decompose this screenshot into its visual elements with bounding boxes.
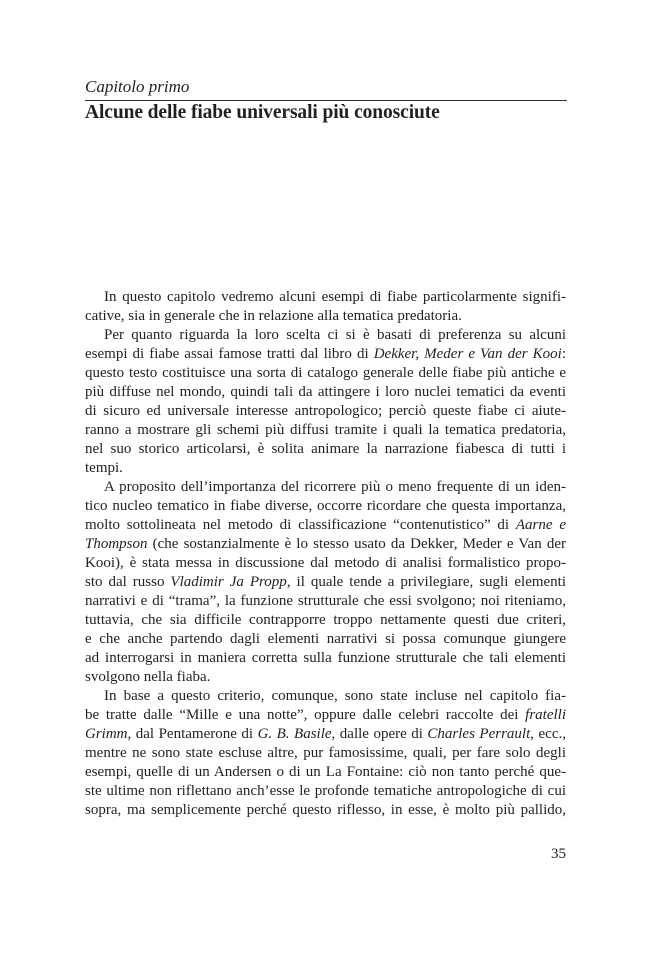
text-line [85, 535, 566, 554]
text-line [85, 516, 566, 535]
text: A proposito dell’importanza del ricorrere più o meno frequente di un iden- [104, 479, 566, 495]
text: Per quanto riguarda la loro scelta ci si è basati di preferenza su alcuni [104, 327, 566, 343]
paragraph [85, 478, 566, 687]
text-line [85, 630, 566, 649]
text: ranno a mostrare gli schemi più diffusi tramite i quali la tematica predatoria, [85, 422, 566, 438]
text: e che anche partendo dagli elementi narrativi si possa comunque giungere [85, 631, 566, 647]
text-line [85, 763, 566, 782]
text-line [85, 345, 566, 364]
italic-text: Vladimir Ja Propp [170, 574, 287, 590]
italic-text: Grimm [85, 726, 128, 742]
text-line [85, 744, 566, 763]
text: In base a questo criterio, comunque, sono state incluse nel capitolo fia- [104, 688, 566, 704]
text: In questo capitolo vedremo alcuni esempi di fiabe particolarmente signifi- [104, 289, 566, 305]
chapter-label: Capitolo primo [85, 77, 190, 96]
chapter-title: Alcune delle fiabe universali più conosciute [85, 102, 440, 123]
italic-text: G. B. Basile [257, 726, 332, 742]
text-line [85, 801, 566, 820]
text: tempi. [85, 460, 123, 476]
text-line [85, 383, 566, 402]
italic-text: Dekker, Meder e Van der Kooi [373, 346, 562, 362]
text: ste ultime non riflettano anch’esse le profonde tematiche antropologiche di cui [85, 783, 566, 799]
text-line [85, 592, 566, 611]
text: Kooi), è stata messa in discussione dal metodo di analisi formalistico propo- [85, 555, 566, 571]
page-number: 35 [551, 846, 566, 862]
text-line [85, 687, 566, 706]
text: di sicuro ed universale interesse antropologico; perciò queste fiabe ci aiute- [85, 403, 566, 419]
text-line [85, 307, 566, 326]
text-line [85, 364, 566, 383]
header-rule [85, 100, 567, 101]
text: più diffuse nel mondo, quindi tali da attingere i loro nuclei tematici da eventi [85, 384, 566, 400]
text: (che sostanzialmente è lo stesso usato da Dekker, Meder e Van der [147, 536, 566, 552]
text-line [85, 440, 566, 459]
text: cative, sia in generale che in relazione alla tematica predatoria. [85, 308, 462, 324]
text: narrativi e di “trama”, la funzione strutturale che essi svolgono; noi riteniamo, [85, 593, 566, 609]
text-line [85, 497, 566, 516]
text-line [85, 611, 566, 630]
italic-text: Charles Perrault [427, 726, 531, 742]
text-line [85, 725, 566, 744]
text: , ecc., [530, 726, 566, 742]
text: , il quale tende a privilegiare, sugli elementi [286, 574, 567, 590]
text-line [85, 782, 566, 801]
italic-text: Thompson [85, 536, 148, 552]
text: ad interrogarsi in maniera corretta sulla funzione strutturale che tali elementi [85, 650, 566, 666]
text-line [85, 421, 566, 440]
text: , dal Pentamerone di [127, 726, 258, 742]
text: mentre ne sono state escluse altre, pur famosissime, quali, per fare solo degli [85, 745, 566, 761]
text: sto dal russo [85, 574, 171, 590]
text: molto sottolineata nel metodo di classificazione “contenutistico” di [85, 517, 516, 533]
text: esempi di fiabe assai famose tratti dal libro di [85, 346, 374, 362]
text-line [85, 478, 566, 497]
text: esempi, quelle di un Andersen o di un La Fontaine: ciò non tanto perché que- [85, 764, 566, 780]
text-line [85, 668, 566, 687]
text: be tratte dalle “Mille e una notte”, oppure dalle celebri raccolte dei [85, 707, 526, 723]
text: tico nucleo tematico in fiabe diverse, occorre ricordare che questa importanza, [85, 498, 566, 514]
text-line [85, 706, 566, 725]
paragraph [85, 687, 566, 820]
italic-text: Aarne e [515, 517, 566, 533]
italic-text: fratelli [525, 707, 566, 723]
text-line [85, 459, 566, 478]
paragraph [85, 288, 566, 326]
text: nel suo storico articolarsi, è solita animare la narrazione fiabesca di tutti i [85, 441, 566, 457]
text: svolgono nella fiaba. [85, 669, 211, 685]
text-line [85, 402, 566, 421]
text: , dalle opere di [331, 726, 428, 742]
text-line [85, 554, 566, 573]
text: tuttavia, che sia difficile contrapporre troppo nettamente questi due criteri, [85, 612, 566, 628]
text: sopra, ma semplicemente perché questo riflesso, in esse, è molto più pallido, [85, 802, 566, 818]
body-text [85, 288, 566, 820]
paragraph [85, 326, 566, 478]
text-line [85, 649, 566, 668]
text-line [85, 288, 566, 307]
text: : [561, 346, 566, 362]
text-line [85, 573, 566, 592]
text-line [85, 326, 566, 345]
text: questo testo costituisce una sorta di catalogo generale delle fiabe più antiche e [85, 365, 566, 381]
